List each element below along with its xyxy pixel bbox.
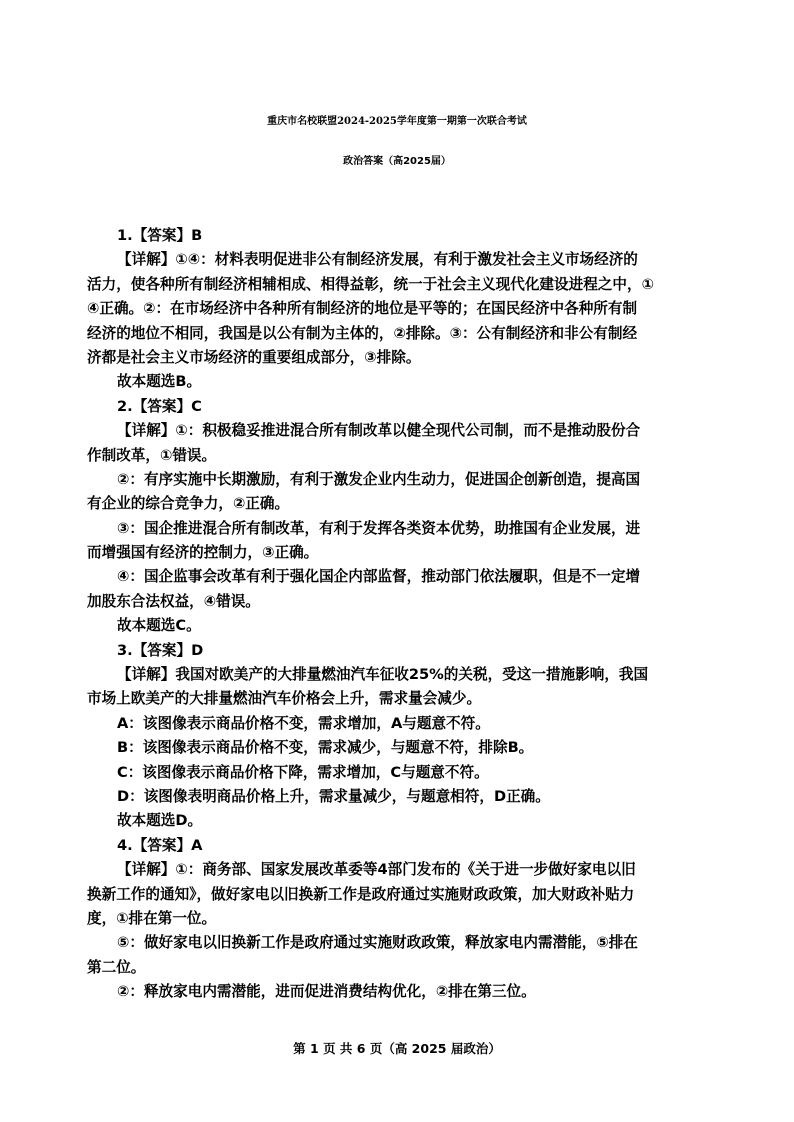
q2-explanation-line: ③：国企推进混合所有制改革，有利于发挥各类资本优势，助推国有企业发展，进 [117,519,641,537]
q2-explanation-line: 【详解】①：积极稳妥推进混合所有制改革以健全现代公司制，而不是推动股份合 [117,422,641,440]
page-footer: 第 1 页 共 6 页（高 2025 届政治） [293,1041,501,1056]
q2-explanation-line: ④：国企监事会改革有利于强化国企内部监督，推动部门依法履职，但是不一定增 [117,568,641,586]
q2-explanation-line: 而增强国有经济的控制力，③正确。 [87,544,319,562]
q2-explanation-line: 有企业的综合竞争力，②正确。 [87,495,290,513]
q2-explanation-line: 加股东合法权益，④错误。 [87,592,260,610]
q1-explanation-line: 【详解】①④：材料表明促进非公有制经济发展，有利于激发社会主义市场经济的 [117,251,638,269]
q4-explanation-line: 【详解】①：商务部、国家发展改革委等4部门发布的《关于进一步做好家电以旧 [117,861,636,879]
exam-title: 重庆市名校联盟2024-2025学年度第一期第一次联合考试 [267,116,527,127]
q3-option-b: B：该图像表示商品价格不变，需求减少，与题意不符，排除B。 [117,739,534,757]
answer-subtitle: 政治答案（高2025届） [343,156,451,167]
q2-conclusion: 故本题选C。 [117,617,201,635]
answer-body [87,224,695,1005]
q1-answer: 1.【答案】B [117,227,203,244]
q1-explanation-line: 济都是社会主义市场经济的重要组成部分，③排除。 [87,348,421,366]
q3-option-d: D：该图像表明商品价格上升，需求量减少，与题意相符，D正确。 [117,787,550,805]
q2-explanation-line: ②：有序实施中长期激励，有利于激发企业内生动力，促进国企创新创造，提高国 [117,470,641,488]
q4-explanation-line: 第二位。 [87,958,146,976]
q1-explanation-line: 经济的地位不相同，我国是以公有制为主体的，②排除。③：公有制经济和非公有制经 [87,324,638,342]
q3-explanation-line: 市场上欧美产的大排量燃油汽车价格会上升，需求量会减少。 [87,690,482,708]
q1-explanation-line: 活力，使各种所有制经济相辅相成、相得益彰，统一于社会主义现代化建设进程之中，① [87,275,654,293]
q4-answer: 4.【答案】A [117,836,203,854]
q1-conclusion: 故本题选B。 [117,373,202,391]
q2-explanation-line: 作制改革，①错误。 [87,446,217,464]
q3-conclusion: 故本题选D。 [117,812,203,830]
q4-explanation-line: 换新工作的通知》，做好家电以旧换新工作是政府通过实施财政政策，加大财政补贴力 [87,885,635,903]
q1-explanation-line: ④正确。②：在市场经济中各种所有制经济的地位是平等的；在国民经济中各种所有制 [87,300,638,318]
q4-explanation-line: ②：释放家电内需潜能，进而促进消费结构优化，②排在第三位。 [117,983,536,1001]
q3-option-c: C：该图像表示商品价格下降，需求增加，C与题意不符。 [117,763,489,781]
q4-explanation-line: ⑤：做好家电以旧换新工作是政府通过实施财政政策，释放家电内需潜能，⑤排在 [117,934,638,952]
q2-answer: 2.【答案】C [117,397,202,415]
q3-explanation-line: 【详解】我国对欧美产的大排量燃油汽车征收25%的关税，受这一措施影响，我国 [117,666,649,684]
q3-option-a: A：该图像表示商品价格不变，需求增加，A与题意不符。 [117,714,490,732]
q4-explanation-line: 度，①排在第一位。 [87,909,217,927]
q3-answer: 3.【答案】D [117,641,204,659]
